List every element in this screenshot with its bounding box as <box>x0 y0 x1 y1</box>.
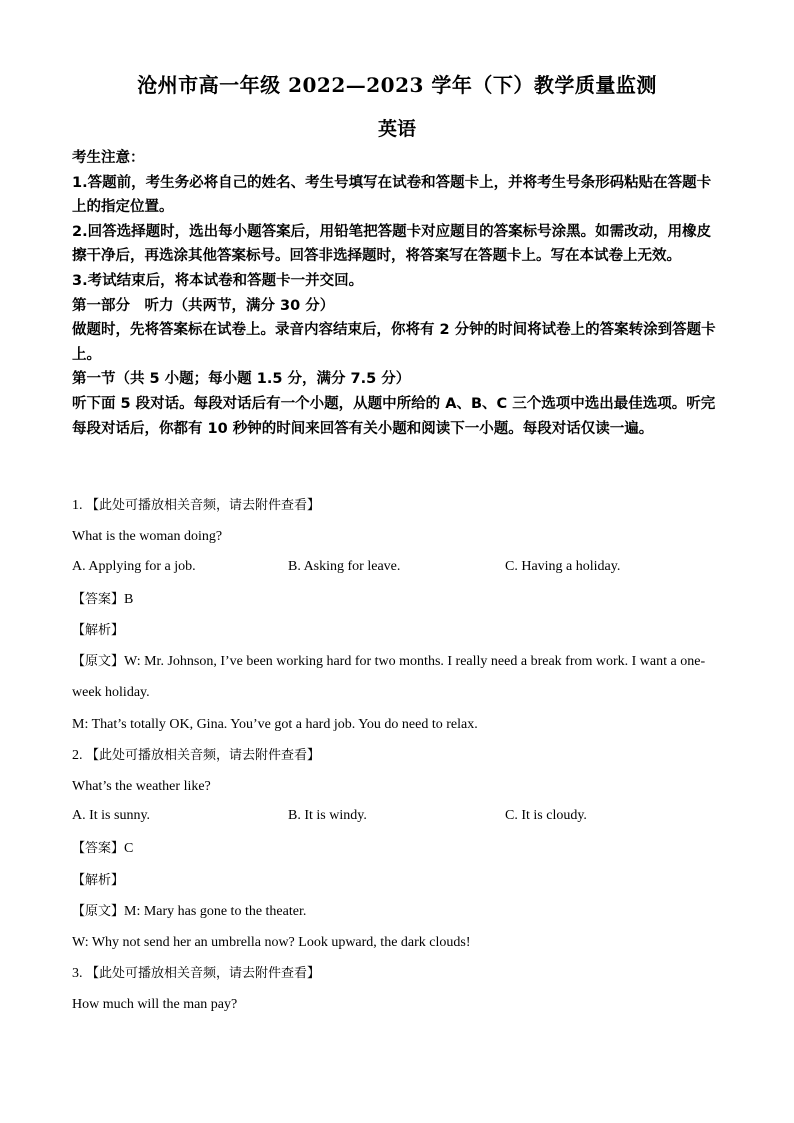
transcript-label: 【原文】 <box>72 904 125 919</box>
question-1-answer <box>72 590 722 610</box>
note-1: 1.答题前，考生务必将自己的姓名、考生号填写在试卷和答题卡上，并将考生号条形码粘贴在答题卡上的指定位置。 <box>72 174 712 216</box>
answer-value: C <box>124 841 134 856</box>
question-number: 1. <box>72 498 83 513</box>
question-2-analysis <box>72 871 722 891</box>
document-subject: 英语 <box>377 118 416 140</box>
transcript-label: 【原文】 <box>72 654 125 669</box>
question-1-analysis <box>72 621 722 641</box>
question-number: 3. <box>72 966 83 981</box>
audio-note: 【此处可播放相关音频，请去附件查看】 <box>86 966 321 981</box>
transcript-line: W: Mr. Johnson, I’ve been working hard for two months. I really need a break from work. I want a one-week holiday. <box>72 654 706 700</box>
part-instruction: 做题时，先将答案标在试卷上。录音内容结束后，你将有 2 分钟的时间将试卷上的答案转涂到答题卡上。 <box>72 322 716 363</box>
question-2-transcript-line-2: W: Why not send her an umbrella now? Look upward, the dark clouds! <box>72 935 471 950</box>
part-heading: 第一部分 听力（共两节，满分 30 分） <box>72 297 335 314</box>
analysis-label: 【解析】 <box>72 873 125 888</box>
question-2-option-a: A. It is sunny. <box>72 808 151 823</box>
audio-note: 【此处可播放相关音频，请去附件查看】 <box>86 498 321 513</box>
transcript-line: M: Mary has gone to the theater. <box>124 904 307 919</box>
question-1-transcript <box>72 646 722 708</box>
note-3: 3.考试结束后，将本试卷和答题卡一并交回。 <box>72 272 364 289</box>
question-2-transcript <box>72 902 722 922</box>
question-2-option-b: B. It is windy. <box>288 808 367 823</box>
question-2-text: What’s the weather like? <box>72 779 211 794</box>
answer-value: B <box>124 592 134 607</box>
question-number: 2. <box>72 748 83 763</box>
question-1-option-b: B. Asking for leave. <box>288 559 401 574</box>
answer-label: 【答案】 <box>72 592 125 607</box>
analysis-label: 【解析】 <box>72 623 125 638</box>
document-title: 沧州市高一年级 2022—2023 学年（下）教学质量监测 <box>137 73 657 97</box>
question-2-option-c: C. It is cloudy. <box>505 808 587 823</box>
audio-note: 【此处可播放相关音频，请去附件查看】 <box>86 748 321 763</box>
section-instruction: 听下面 5 段对话。每段对话后有一个小题，从题中所给的 A、B、C 三个选项中选出最佳选项。听完每段对话后，你都有 10 秒钟的时间来回答有关小题和阅读下一小题。每段对话仅读一遍。 <box>72 395 716 437</box>
question-2-header <box>72 746 722 766</box>
question-2-answer <box>72 839 722 859</box>
question-3-text: How much will the man pay? <box>72 997 238 1012</box>
note-2: 2.回答选择题时，选出每小题答案后，用铅笔把答题卡对应题目的答案标号涂黑。如需改动，用橡皮擦干净后，再选涂其他答案标号。回答非选择题时，将答案写在答题卡上。写在本试卷上无效。 <box>72 223 712 265</box>
question-1-text: What is the woman doing? <box>72 529 223 544</box>
question-3-header <box>72 964 722 984</box>
answer-label: 【答案】 <box>72 841 125 856</box>
section-heading: 第一节（共 5 小题；每小题 1.5 分，满分 7.5 分） <box>72 371 411 388</box>
notes-heading: 考生注意： <box>72 150 145 166</box>
question-1-option-c: C. Having a holiday. <box>505 559 621 574</box>
exam-instructions <box>72 146 722 441</box>
question-1-header <box>72 496 722 516</box>
question-1-option-a: A. Applying for a job. <box>72 559 196 574</box>
question-1-transcript-line-2: M: That’s totally OK, Gina. You’ve got a hard job. You do need to relax. <box>72 717 478 732</box>
